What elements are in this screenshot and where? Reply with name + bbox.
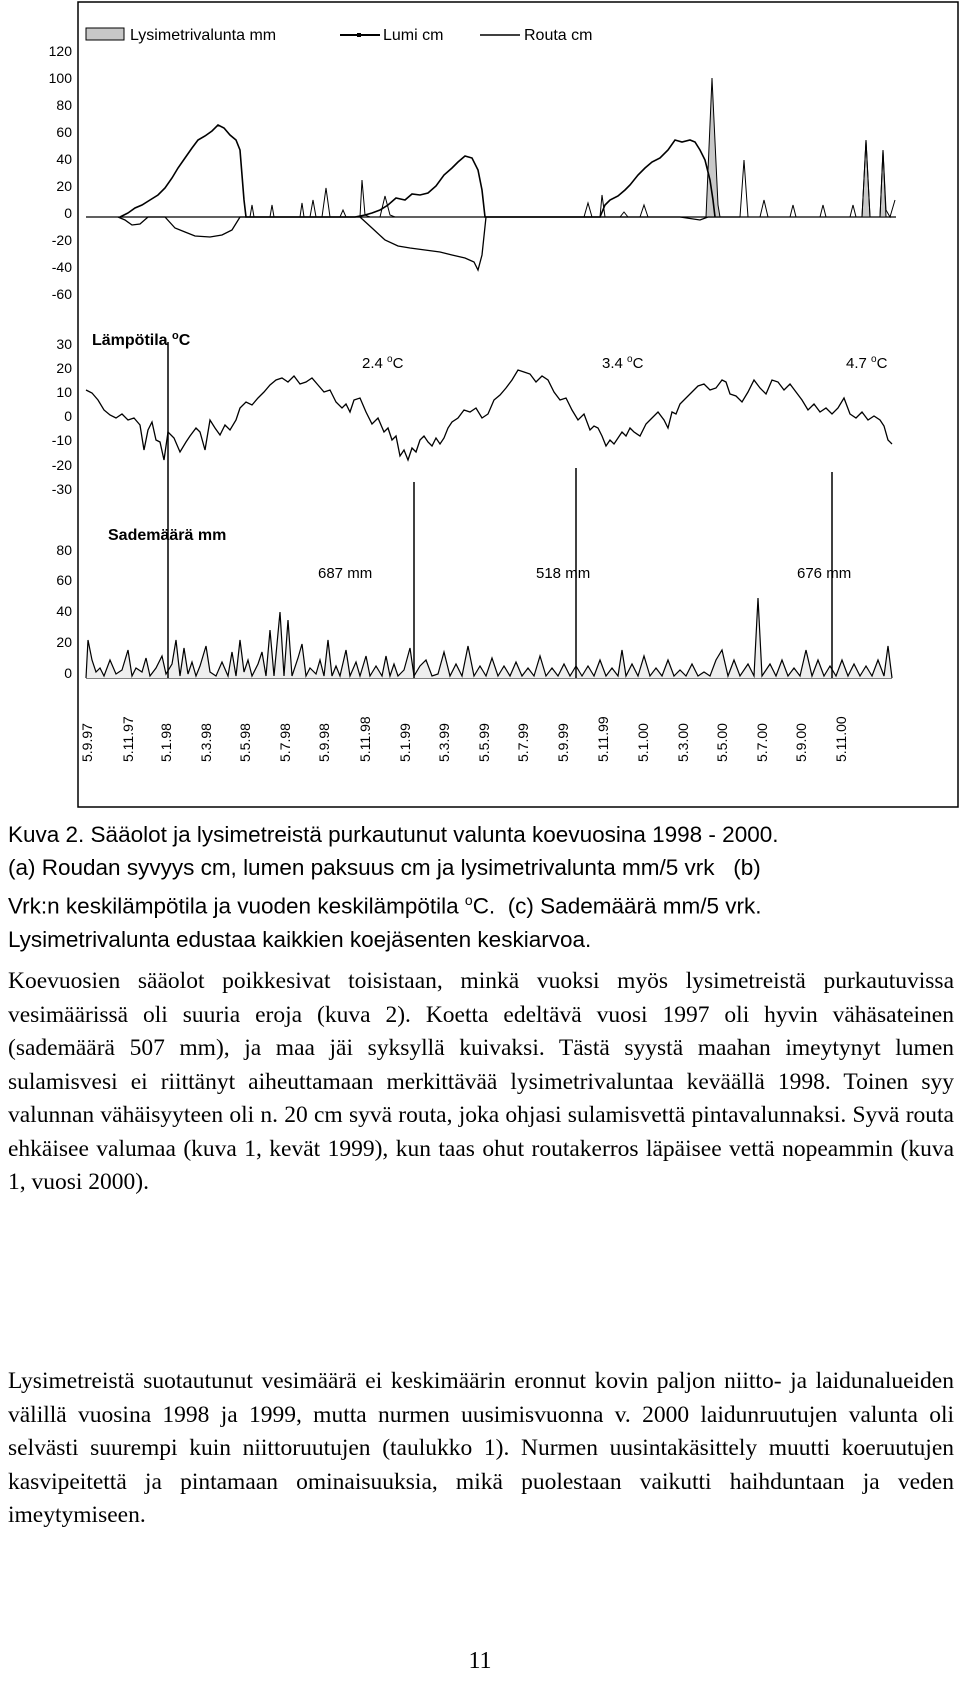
lysimeter-runoff-line <box>86 140 895 217</box>
annual-mean-1999: 3.4 $^o$C <box>602 354 644 372</box>
x-tick: 5.3.99 <box>436 723 452 762</box>
a-ytick: -40 <box>51 259 72 275</box>
x-tick: 5.5.98 <box>237 723 253 762</box>
annual-total-labels <box>318 565 851 582</box>
panel-c <box>56 527 892 681</box>
panel-a <box>49 27 896 302</box>
a-ytick: 40 <box>56 151 72 167</box>
daily-temperature-line <box>86 370 892 460</box>
x-tick: 5.7.99 <box>515 723 531 762</box>
annual-mean-labels <box>362 354 888 372</box>
b-ytick: -30 <box>51 481 72 497</box>
caption-line-4: Lysimetrivalunta edustaa kaikkien koejäsenten keskiarvoa. <box>8 926 592 952</box>
annual-mean-2000: 4.7 $^o$C <box>846 354 888 372</box>
b-ytick: 10 <box>56 384 72 400</box>
x-axis <box>79 716 849 762</box>
panel-a-y-axis <box>49 43 73 302</box>
precipitation-line <box>86 598 892 678</box>
c-ytick: 60 <box>56 572 72 588</box>
date-marker-lines <box>168 342 832 678</box>
c-ytick: 20 <box>56 634 72 650</box>
lysimeter-legend-swatch <box>86 28 124 40</box>
x-tick: 5.11.99 <box>595 716 611 762</box>
caption-line-1: Kuva 2. Sääolot ja lysimetreistä purkautunut valunta koevuosina 1998 - 2000. <box>8 822 779 847</box>
c-ytick: 40 <box>56 603 72 619</box>
x-tick: 5.5.00 <box>714 723 730 762</box>
a-ytick: 0 <box>64 205 72 221</box>
panel-b-y-axis <box>52 336 72 497</box>
body-paragraph-1 <box>8 965 954 1200</box>
snow-legend-marker <box>357 33 361 37</box>
x-tick: 5.9.99 <box>555 723 571 762</box>
x-tick: 5.7.98 <box>277 723 293 762</box>
figure-caption <box>8 818 956 956</box>
c-ytick: 0 <box>64 665 72 681</box>
a-ytick: 20 <box>56 178 72 194</box>
x-tick: 5.11.98 <box>357 716 373 762</box>
annual-mean-1998: 2.4 $^o$C <box>362 354 404 372</box>
panel-a-legend <box>86 27 592 44</box>
snow-legend-label: Lumi cm <box>383 27 444 44</box>
body-paragraph-2 <box>8 1365 954 1533</box>
lysimeter-legend-label: Lysimetrivalunta mm <box>130 27 277 44</box>
x-tick: 5.1.00 <box>635 723 651 762</box>
caption-line-3: Vrk:n keskilämpötila ja vuoden keskilämpötila $^o$C. (c) Sademäärä mm/5 vrk. <box>8 892 762 919</box>
a-ytick: 100 <box>48 70 72 86</box>
a-ytick: 120 <box>48 43 72 59</box>
a-ytick: 80 <box>56 97 72 113</box>
annual-total-1999: 518 mm <box>536 565 591 582</box>
x-tick: 5.9.00 <box>793 723 809 762</box>
a-ytick: 60 <box>56 124 72 140</box>
figure-frame <box>78 2 958 807</box>
x-tick: 5.11.00 <box>833 716 849 762</box>
b-ytick: 20 <box>56 360 72 376</box>
a-ytick: -60 <box>51 286 72 302</box>
panel-c-y-axis <box>56 542 72 681</box>
b-ytick: -20 <box>51 457 72 473</box>
x-tick: 5.7.00 <box>754 723 770 762</box>
caption-line-3-unit: C. <box>472 893 496 919</box>
annual-total-1998: 687 mm <box>318 565 373 582</box>
panel-c-title: Sademäärä mm <box>108 527 227 544</box>
x-tick: 5.9.97 <box>79 723 95 762</box>
lysimeter-runoff-area <box>706 78 886 217</box>
c-ytick: 80 <box>56 542 72 558</box>
a-ytick: -20 <box>51 232 72 248</box>
caption-line-3-pre: Vrk:n keskilämpötila ja vuoden keskilämpötila <box>8 893 465 919</box>
b-ytick: 0 <box>64 408 72 424</box>
lysimeter-peak-autumn-2000-a <box>862 140 870 217</box>
annual-total-2000: 676 mm <box>797 565 852 582</box>
x-tick: 5.3.98 <box>198 723 214 762</box>
x-tick: 5.9.98 <box>316 723 332 762</box>
page-number: 11 <box>468 1648 492 1674</box>
x-tick: 5.5.99 <box>476 723 492 762</box>
x-tick: 5.1.99 <box>397 723 413 762</box>
figure-2 <box>0 0 960 810</box>
x-tick: 5.3.00 <box>675 723 691 762</box>
snow-depth-line <box>120 125 715 217</box>
x-tick: 5.1.98 <box>158 723 174 762</box>
paragraph-text: Koevuosien sääolot poikkesivat toisistaan, minkä vuoksi myös lysimetreistä purkautuvissa vesimäärissä oli suuria eroja (kuva 2). Koetta edeltävä vuosi 1997 oli hyvin vähäsateinen (sademäärä 507 mm), ja maa jäi syksyllä kuivaksi. Tästä syystä maahan imeytynyt lumen sulamisvesi ei riittänyt aiheuttamaan merkittävää lysimetrivaluntaa keväällä 1998. Toinen syy valunnan vähäisyyteen oli n. 20 cm syvä routa, joka ohjasi sulamisvettä pintavalunnaksi. Syvä routa ehkäisee valumaa (kuva 1, kevät 1999), kun taas ohut routakerros läpäisee vettä nopeammin (kuva 1, vuosi 2000). <box>8 968 954 1195</box>
panel-b <box>52 330 892 497</box>
paragraph-text: Lysimetreistä suotautunut vesimäärä ei keskimäärin eronnut kovin paljon niitto- ja laidunalueiden välillä vuosina 1998 ja 1999, mutta nurmen uusimisvuonna v. 2000 laidunruutujen valunta oli selvästi suurempi kuin niittoruutujen (taulukko 1). Nurmen uusintakäsittely muutti koeruutujen kasvipeitettä ja pintamaan ominaisuuksia, mikä puolestaan vaikutti haihduntaan ja veden imeytymiseen. <box>8 1368 954 1528</box>
panel-b-title: Lämpötila $^o$C <box>92 330 191 349</box>
b-ytick: 30 <box>56 336 72 352</box>
x-tick: 5.11.97 <box>120 716 136 762</box>
caption-line-3-post: (c) Sademäärä mm/5 vrk. <box>495 893 762 919</box>
caption-line-2: (a) Roudan syvyys cm, lumen paksuus cm ja lysimetrivalunta mm/5 vrk (b) <box>8 855 761 880</box>
b-ytick: -10 <box>51 432 72 448</box>
frost-depth-line <box>118 217 740 270</box>
frost-legend-label: Routa cm <box>524 27 593 44</box>
